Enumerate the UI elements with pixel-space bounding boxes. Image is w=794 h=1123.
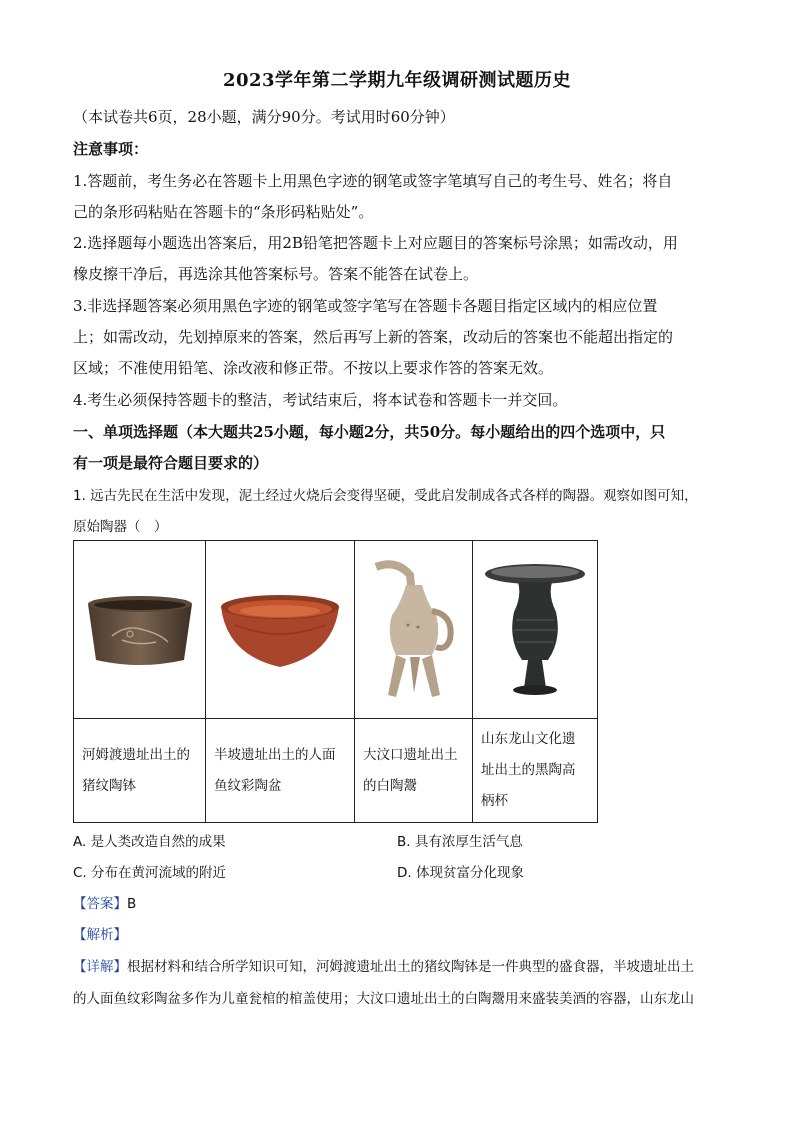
caption-line: 河姆渡遗址出土的 <box>82 746 190 763</box>
analysis-tag: 【解析】 <box>73 927 127 943</box>
artifact-caption <box>74 719 206 823</box>
notice-line: 4.考生必须保持答题卡的整洁，考试结束后，将本试卷和答题卡一并交回。 <box>73 391 568 409</box>
page-title: 2023学年第二学期九年级调研测试题历史 <box>222 70 572 91</box>
artifact-caption <box>473 719 598 823</box>
option-a: A. 是人类改造自然的成果 <box>73 834 226 850</box>
notice-line: 3.非选择题答案必须用黑色字迹的钢笔或签字笔写在答题卡各题目指定区域内的相应位置 <box>73 297 658 315</box>
caption-line: 猪纹陶钵 <box>82 777 136 794</box>
fish-face-basin-image <box>215 585 345 675</box>
notice-line: 橡皮擦干净后，再选涂其他答案标号。答案不能答在试卷上。 <box>73 265 479 283</box>
answer-line <box>73 892 136 912</box>
white-pottery-gui-image <box>366 555 462 705</box>
pig-pattern-bowl-image <box>82 590 198 670</box>
notice-line: 己的条形码粘贴在答题卡的“条形码粘贴处”。 <box>73 203 374 221</box>
artifact-image-cell <box>355 541 473 719</box>
caption-line: 大汶口遗址出土 <box>363 746 458 763</box>
caption-line: 半坡遗址出土的人面 <box>214 746 336 763</box>
artifact-caption <box>355 719 473 823</box>
detail-text: 根据材料和结合所学知识可知，河姆渡遗址出土的猪纹陶钵是一件典型的盛食器，半坡遗址出土 <box>127 959 694 975</box>
question-stem: 1. 远古先民在生活中发现，泥土经过火烧后会变得坚硬，受此启发制成各式各样的陶器。观察如图可知， <box>73 488 698 504</box>
option-c: C. 分布在黄河流域的附近 <box>73 865 227 881</box>
artifact-table <box>73 540 598 823</box>
notice-heading: 注意事项： <box>73 140 149 158</box>
caption-line: 址出土的黑陶高 <box>481 762 576 778</box>
artifact-caption <box>206 719 355 823</box>
answer-tag: 【答案】 <box>73 896 127 912</box>
caption-line: 山东龙山文化遗 <box>481 731 576 747</box>
detail-line: 的人面鱼纹彩陶盆多作为儿童瓮棺的棺盖使用；大汶口遗址出土的白陶鬶用来盛装美酒的容器，山东龙山 <box>73 991 694 1007</box>
option-d: D. 体现贫富分化现象 <box>397 865 524 881</box>
analysis-line <box>73 923 127 943</box>
detail-line <box>73 955 694 975</box>
notice-line: 2.选择题每小题选出答案后，用2B铅笔把答题卡上对应题目的答案标号涂黑；如需改动，用 <box>73 234 678 252</box>
answer-value: B <box>127 896 137 912</box>
section-heading: 有一项是最符合题目要求的） <box>73 454 269 472</box>
artifact-image-cell <box>473 541 598 719</box>
caption-line: 的白陶鬶 <box>363 777 417 794</box>
caption-line: 鱼纹彩陶盆 <box>214 777 282 794</box>
detail-tag: 【详解】 <box>73 959 127 975</box>
artifact-image-cell <box>206 541 355 719</box>
notice-line: 1.答题前，考生务必在答题卡上用黑色字迹的钢笔或签字笔填写自己的考生号、姓名；将自 <box>73 172 673 190</box>
section-heading: 一、单项选择题（本大题共25小题，每小题2分，共50分。每小题给出的四个选项中，只 <box>73 423 666 441</box>
caption-line: 柄杯 <box>481 793 508 809</box>
option-b: B. 具有浓厚生活气息 <box>397 834 523 850</box>
artifact-image-cell <box>74 541 206 719</box>
artifact-caption-row <box>74 719 598 823</box>
artifact-image-row <box>74 541 598 719</box>
question-stem: 原始陶器（ ） <box>73 519 168 535</box>
exam-info: （本试卷共6页，28小题，满分90分。考试用时60分钟） <box>73 108 455 126</box>
notice-line: 上；如需改动，先划掉原来的答案，然后再写上新的答案，改动后的答案也不能超出指定的 <box>73 328 674 346</box>
black-stem-cup-image <box>482 560 588 700</box>
notice-line: 区域；不准使用铅笔、涂改液和修正带。不按以上要求作答的答案无效。 <box>73 359 554 377</box>
